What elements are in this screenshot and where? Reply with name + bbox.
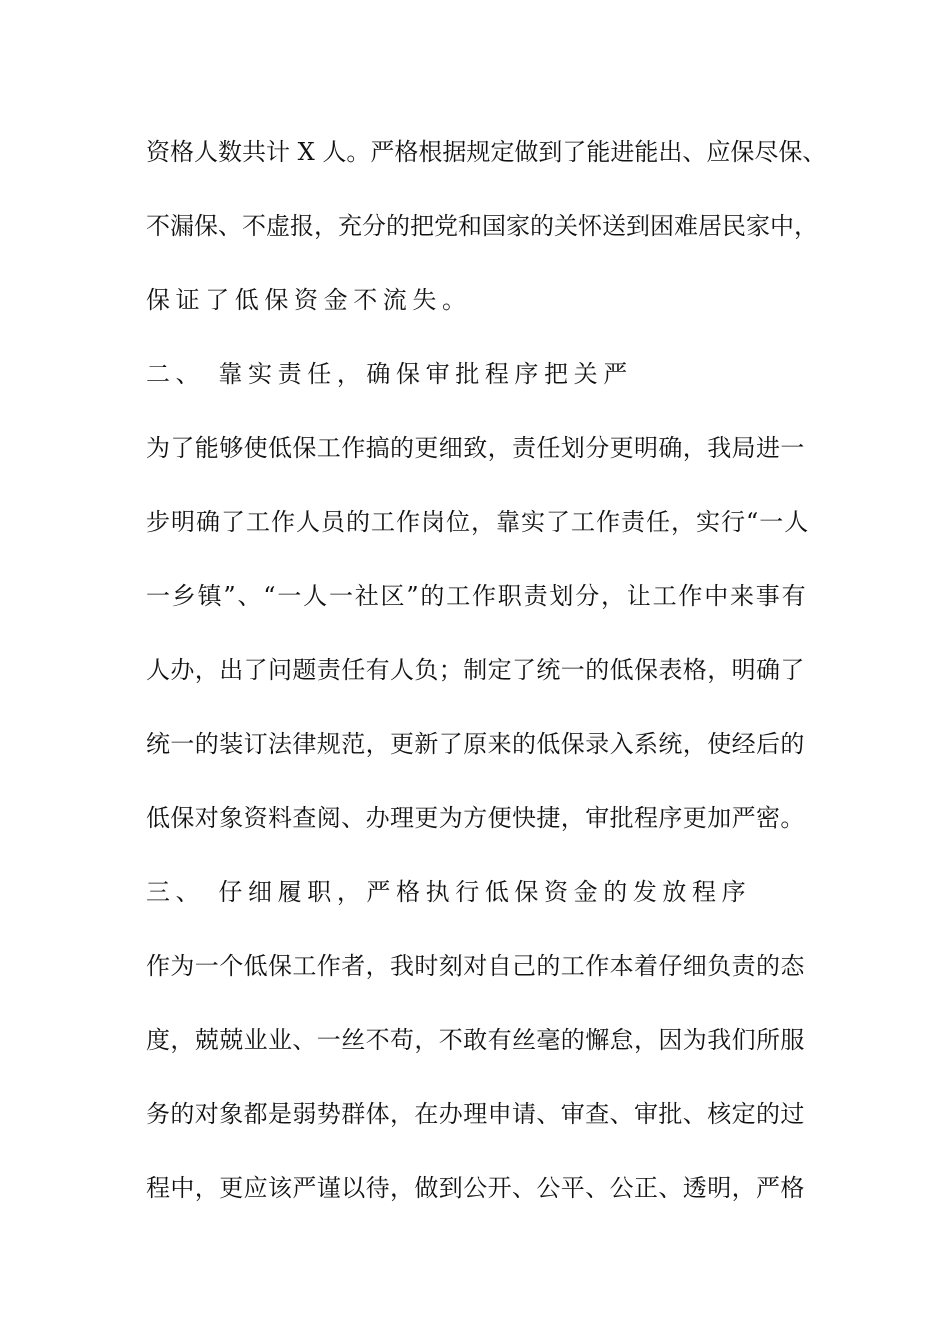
paragraph-2-line-6: 低保对象资料查阅、办理更为方便快捷，审批程序更加严密。 bbox=[146, 804, 805, 832]
section-heading-3: 三、 仔细履职，严格执行低保资金的发放程序 bbox=[146, 878, 752, 906]
paragraph-3-line-3: 务的对象都是弱势群体，在办理申请、审查、审批、核定的过 bbox=[146, 1100, 805, 1128]
paragraph-2-line-3: 一乡镇”、“一人一社区”的工作职责划分，让工作中来事有 bbox=[146, 582, 808, 610]
paragraph-1-line-2: 不漏保、不虚报，充分的把党和国家的关怀送到困难居民家中， bbox=[146, 212, 818, 240]
paragraph-1-line-1: 资格人数共计 X 人。严格根据规定做到了能进能出、应保尽保、 bbox=[146, 138, 827, 166]
section-heading-2: 二、 靠实责任，确保审批程序把关严 bbox=[146, 360, 633, 388]
paragraph-2-line-4: 人办，出了问题责任有人负；制定了统一的低保表格，明确了 bbox=[146, 656, 805, 684]
paragraph-1-line-3: 保证了低保资金不流失。 bbox=[146, 286, 472, 314]
paragraph-2-line-5: 统一的装订法律规范，更新了原来的低保录入系统，使经后的 bbox=[146, 730, 805, 758]
paragraph-3-line-4: 程中，更应该严谨以待，做到公开、公平、公正、透明，严格 bbox=[146, 1174, 805, 1202]
paragraph-3-line-2: 度，兢兢业业、一丝不苟，不敢有丝毫的懈怠，因为我们所服 bbox=[146, 1026, 805, 1054]
paragraph-2-line-2: 步明确了工作人员的工作岗位，靠实了工作责任，实行“一人 bbox=[146, 508, 810, 536]
paragraph-3-line-1: 作为一个低保工作者，我时刻对自己的工作本着仔细负责的态 bbox=[146, 952, 805, 980]
paragraph-2-line-1: 为了能够使低保工作搞的更细致，责任划分更明确，我局进一 bbox=[146, 434, 805, 462]
